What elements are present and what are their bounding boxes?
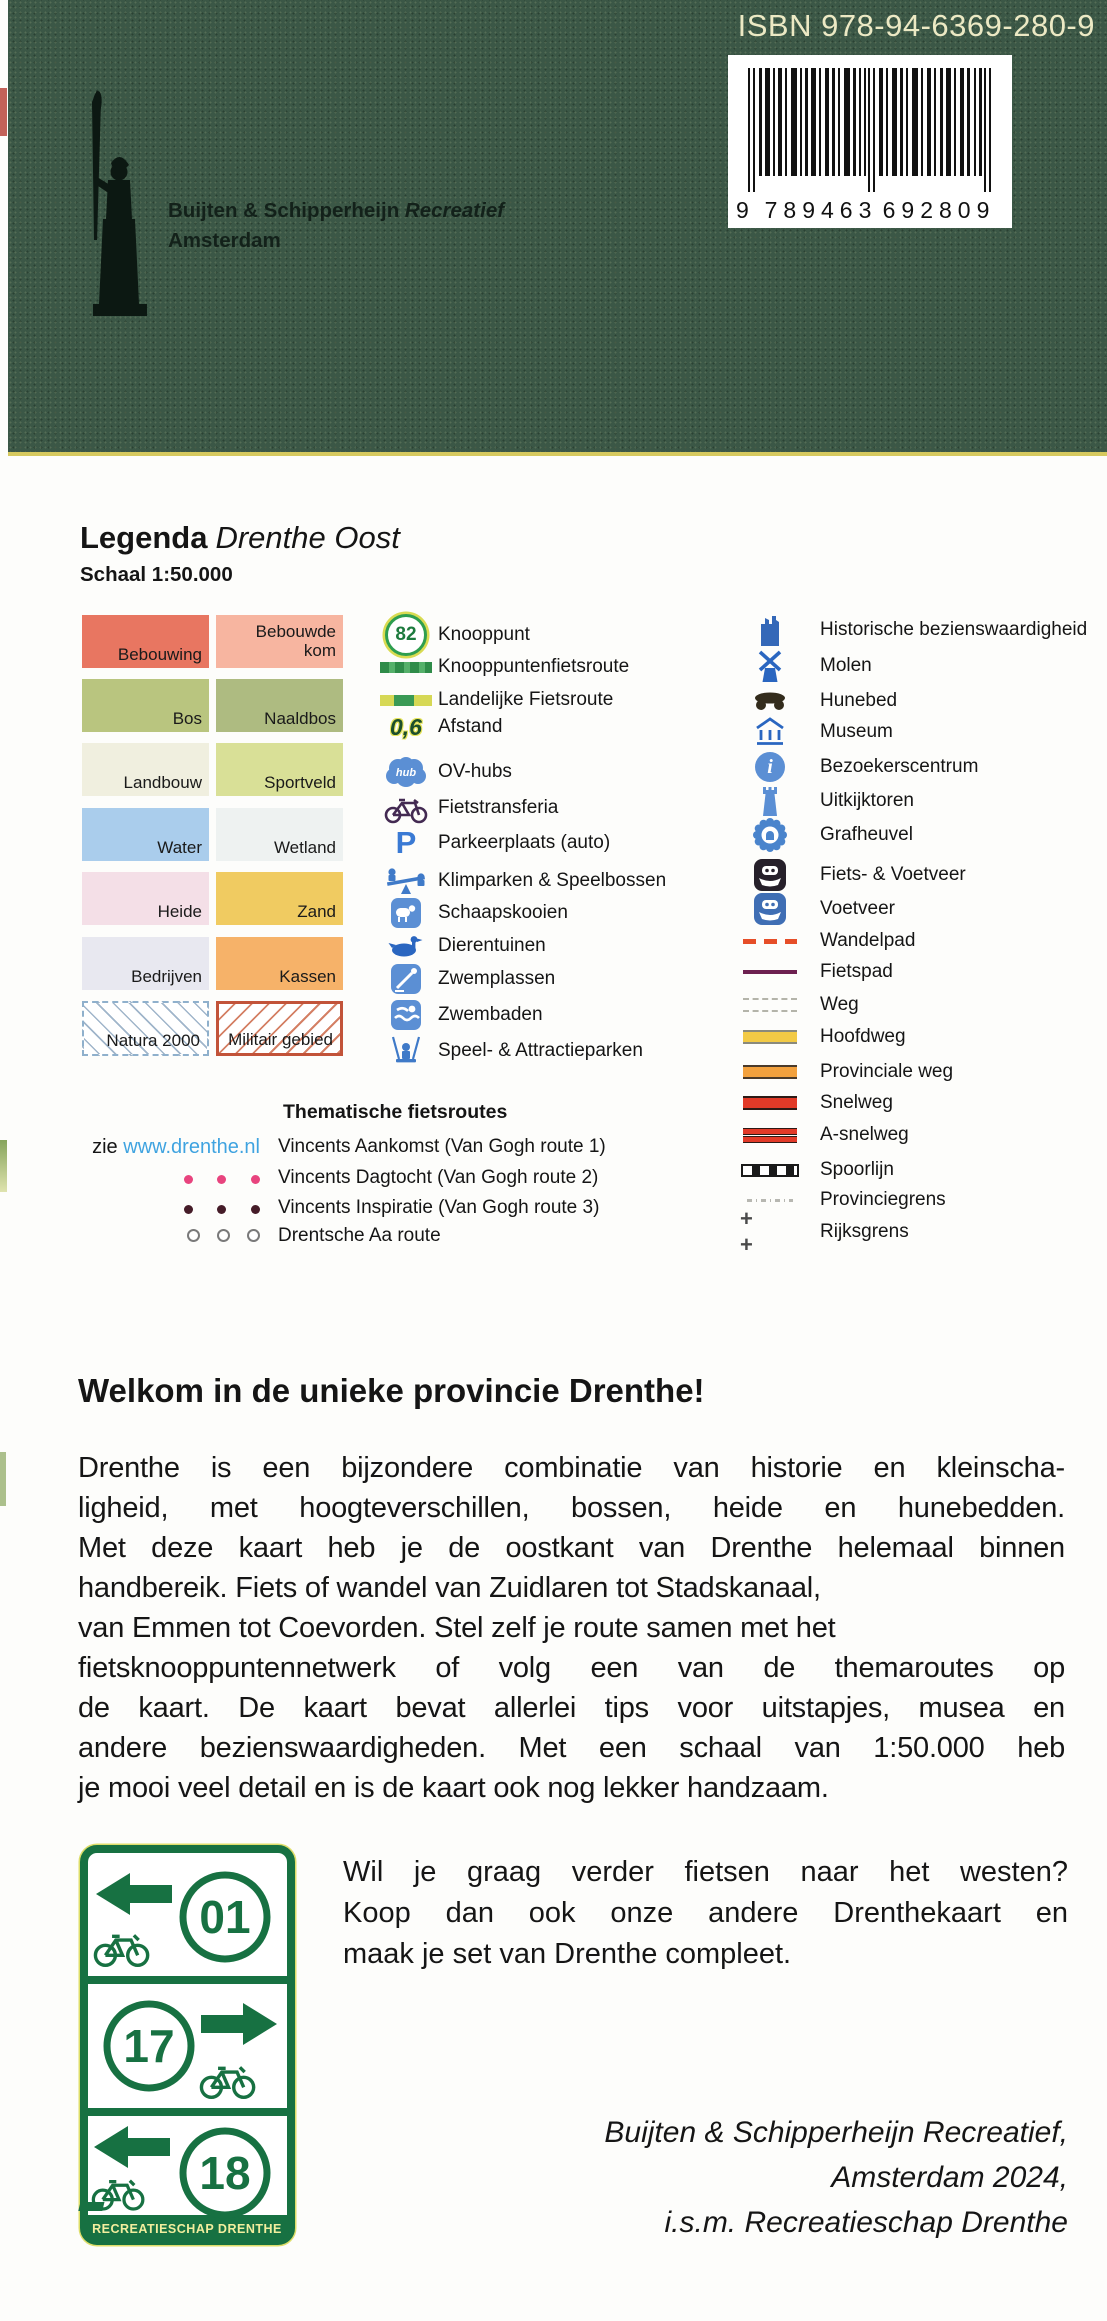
legend-row: Historische bezienswaardigheid [740, 613, 1087, 647]
route-note: zie www.drenthe.nl [92, 1135, 260, 1158]
legend-row: Dierentuinen [378, 929, 546, 963]
swimmer-icon [378, 1000, 434, 1030]
rijksgrens-icon: + + [740, 1206, 769, 1257]
grafheuvel-icon [740, 818, 800, 852]
legend-swatch: Landbouw [82, 743, 209, 796]
svg-text:hub: hub [395, 767, 417, 779]
watchtower-icon [740, 785, 800, 817]
legend-row: Grafheuvel [740, 818, 913, 852]
welcome-line: van Emmen tot Coevorden. Stel zelf je route samen met het [78, 1612, 836, 1644]
svg-text:17: 17 [123, 2020, 175, 2072]
legend-row: Snelweg [740, 1086, 893, 1120]
ferry-bike-icon [740, 859, 800, 891]
promo-line: Koop dan ook onze andere Drenthekaart en [343, 1897, 1068, 1929]
legend-row: Klimparken & Speelbossen [378, 864, 666, 898]
welcome-line: Drenthe is een bijzondere combinatie van historie en kleinscha- [78, 1452, 1065, 1484]
knooppunt-badge-icon: 82 [378, 614, 434, 656]
a-snelweg-line-icon [740, 1128, 800, 1143]
publisher-name-text: Buijten & Schipperheijn [168, 199, 400, 222]
legend-swatch-militair: Militair gebied [216, 1001, 343, 1056]
legend-row: Molen [740, 649, 872, 683]
scan-artifact [0, 1140, 7, 1192]
colophon-line: i.s.m. Recreatieschap Drenthe [664, 2206, 1068, 2239]
info-icon: i [740, 752, 800, 782]
legend-row: Fiets- & Voetveer [740, 858, 966, 892]
svg-text:01: 01 [199, 1891, 251, 1943]
colophon [604, 2110, 1068, 2245]
promo-line: maak je set van Drenthe compleet. [343, 1938, 792, 1970]
legend-swatch: Water [82, 808, 209, 861]
cycle-node-sign [78, 1843, 297, 2247]
sheep-icon [378, 898, 434, 928]
diver-icon [378, 964, 434, 994]
legend-swatch: Naaldbos [216, 679, 343, 732]
duck-icon [378, 934, 434, 958]
parking-icon: P [395, 825, 417, 860]
welcome-line: andere bezienswaardigheden. Met een schaal van 1:50.000 heb [78, 1732, 1065, 1764]
publisher-logo-icon [70, 88, 155, 323]
landelijke-fietsroute-line-icon [378, 695, 434, 706]
publisher-name [168, 196, 504, 256]
svg-text:18: 18 [199, 2147, 251, 2199]
legend-row: A-snelweg [740, 1118, 909, 1152]
welcome-line: ligheid, met hoogteverschillen, bossen, heide en hunebedden. [78, 1492, 1065, 1524]
legend-swatch: Zand [216, 872, 343, 925]
barcode-bars [748, 68, 992, 192]
colophon-line: Amsterdam 2024, [831, 2161, 1068, 2194]
cover-header [8, 0, 1107, 456]
route-dots-pink [82, 1167, 260, 1190]
legend-row: Landelijke Fietsroute [378, 683, 613, 717]
themed-routes-heading: Thematische fietsroutes [283, 1101, 508, 1123]
legend-row: Fietspad [740, 955, 893, 989]
ov-hub-icon [378, 754, 434, 790]
hunebed-icon [740, 691, 800, 711]
fietspad-line-icon [740, 970, 800, 974]
legend-row: i Bezoekerscentrum [740, 750, 978, 784]
ferry-foot-icon [740, 893, 800, 925]
playground-icon [378, 1035, 434, 1067]
provinciale-weg-line-icon [740, 1065, 800, 1079]
legend-row: Spoorlijn [740, 1153, 894, 1187]
legend-row: Museum [740, 715, 893, 749]
legend-row: + + Rijksgrens [740, 1206, 909, 1257]
welcome-paragraph [78, 1448, 1065, 1808]
legend-row: Uitkijktoren [740, 784, 914, 818]
afstand-value-icon: 0,6 [390, 713, 422, 740]
themed-route-row: Drentsche Aa route [82, 1222, 441, 1250]
weg-line-icon [740, 998, 800, 1012]
legend-row: 82 Knooppunt [378, 618, 530, 652]
welcome-line: handbereik. Fiets of wandel van Zuidlaren tot Stadskanaal, [78, 1572, 821, 1604]
route-dots-dark [82, 1197, 260, 1220]
legend-row: Fietstransferia [378, 791, 558, 825]
hoofdweg-line-icon [740, 1030, 800, 1044]
welcome-line: de kaart. De kaart bevat allerlei tips voor uitstapjes, musea en [78, 1692, 1065, 1724]
legend-title: Legenda Drenthe Oost [80, 520, 400, 555]
scan-artifact [0, 1452, 6, 1506]
legend-row: Zwembaden [378, 998, 543, 1032]
welcome-line: Met deze kaart heb je de oostkant van Drenthe helemaal binnen [78, 1532, 1065, 1564]
provinciegrens-line-icon [740, 1199, 800, 1202]
legend-row: Hoofdweg [740, 1020, 906, 1054]
svg-text:RECREATIESCHAP DRENTHE: RECREATIESCHAP DRENTHE [92, 2222, 282, 2236]
legend-scale: Schaal 1:50.000 [80, 563, 233, 586]
colophon-line: Buijten & Schipperheijn Recreatief, [604, 2116, 1068, 2149]
windmill-icon [740, 649, 800, 683]
legend-swatch: Kassen [216, 937, 343, 990]
route-dots-open [82, 1225, 260, 1248]
drenthe-url: www.drenthe.nl [123, 1135, 260, 1158]
legend-row: Provinciegrens [740, 1183, 946, 1217]
publisher-city-text: Amsterdam [168, 229, 281, 252]
spoorlijn-line-icon [740, 1164, 800, 1177]
promo-line: Wil je graag verder fietsen naar het westen? [343, 1856, 1068, 1888]
welcome-line: je mooi veel detail en is de kaart ook nog lekker handzaam. [78, 1772, 829, 1804]
legend-row: Schaapskooien [378, 896, 568, 930]
legend-swatch: Heide [82, 872, 209, 925]
legend-row: P Parkeerplaats (auto) [378, 826, 610, 860]
legend-row: 0,6 Afstand [378, 710, 502, 744]
wandelpad-line-icon [740, 939, 800, 944]
promo-text [343, 1852, 1068, 1975]
themed-route-row: Vincents Inspiratie (Van Gogh route 3) [82, 1194, 599, 1222]
legend-row: Voetveer [740, 892, 895, 926]
legend-row: Wandelpad [740, 924, 915, 958]
legend-swatch: Bebouwing [82, 615, 209, 668]
legend-row: Hunebed [740, 684, 897, 718]
legend-row: Speel- & Attractieparken [378, 1034, 643, 1068]
legend-swatch: Bedrijven [82, 937, 209, 990]
knooppuntenfietsroute-line-icon [378, 662, 434, 673]
seesaw-icon [378, 866, 434, 896]
themed-route-row: Vincents Dagtocht (Van Gogh route 2) [82, 1164, 598, 1192]
legend-swatch: Bos [82, 679, 209, 732]
scan-artifact [0, 88, 7, 136]
museum-icon [740, 717, 800, 747]
legend-row: Zwemplassen [378, 962, 555, 996]
legend-row: Provinciale weg [740, 1055, 953, 1089]
welcome-title: Welkom in de unieke provincie Drenthe! [78, 1372, 705, 1409]
snelweg-line-icon [740, 1096, 800, 1110]
publisher-brand-text: Recreatief [404, 199, 505, 222]
themed-route-row: zie www.drenthe.nl Vincents Aankomst (Van Gogh route 1) [82, 1133, 606, 1161]
castle-ruin-icon [740, 614, 800, 646]
legend-row: Weg [740, 988, 859, 1022]
legend-swatch: Bebouwde kom [216, 615, 343, 668]
barcode [728, 55, 1012, 228]
welcome-line: fietsknooppuntennetwerk of volg een van de themaroutes op [78, 1652, 1065, 1684]
legend-row: Knooppuntenfietsroute [378, 650, 629, 684]
legend-swatch: Wetland [216, 808, 343, 861]
isbn-text: ISBN 978-94-6369-280-9 [737, 8, 1095, 43]
legend-swatch-natura2000: Natura 2000 [82, 1001, 209, 1056]
barcode-digits: 9 789463 692809 [736, 197, 996, 223]
legend-row: hub OV-hubs [378, 755, 512, 789]
legend-swatch: Sportveld [216, 743, 343, 796]
bicycle-icon [378, 792, 434, 824]
